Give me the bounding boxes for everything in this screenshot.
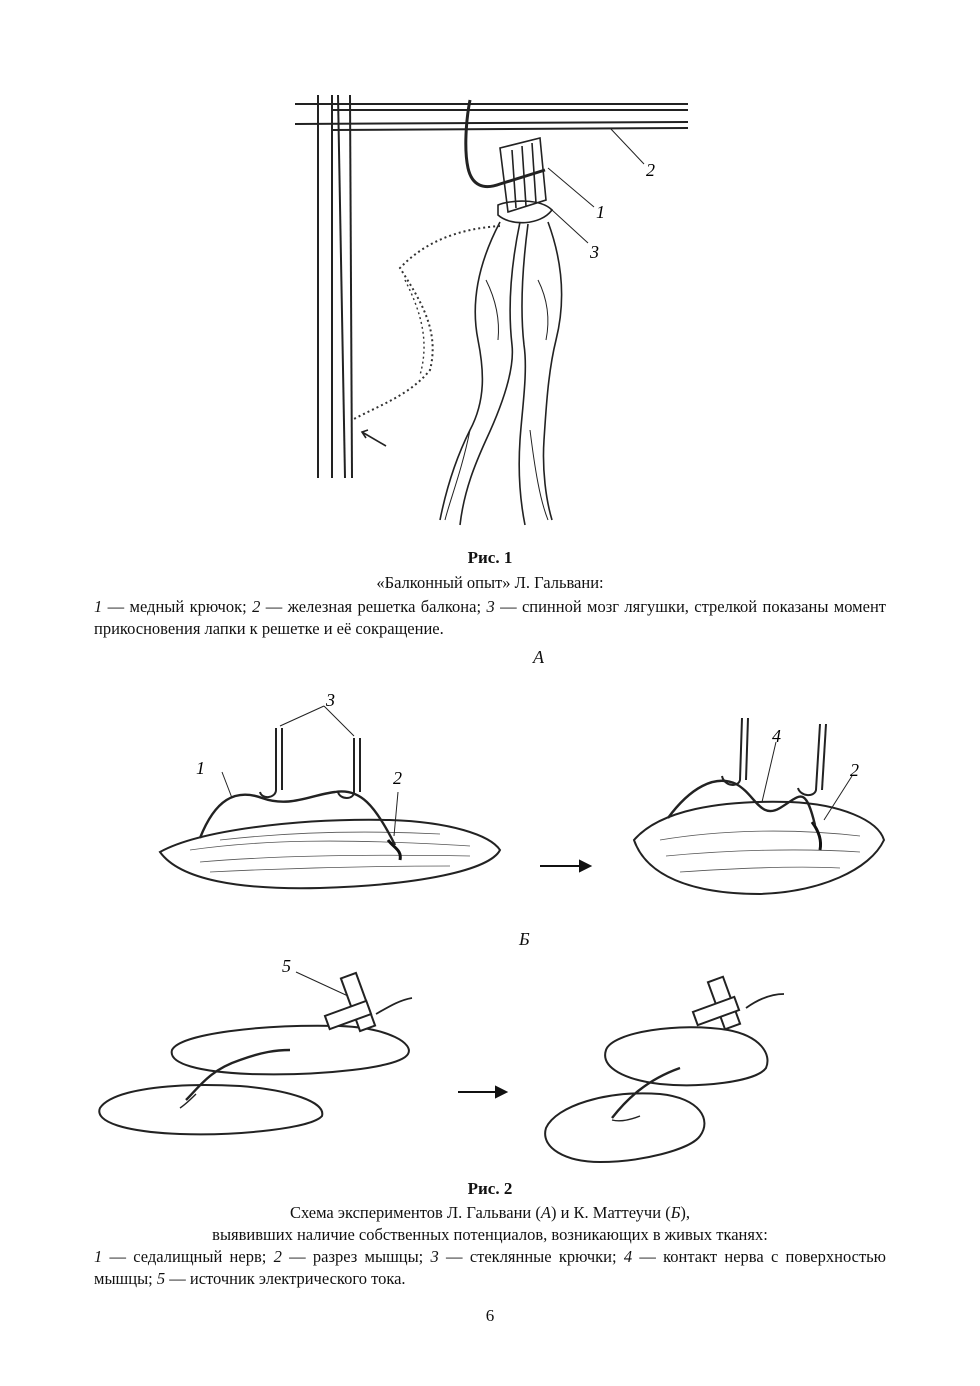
- muscle-upper-left: [172, 1026, 409, 1075]
- copper-hook: [466, 100, 545, 187]
- legend-num: 2: [252, 597, 261, 616]
- legend-num: 5: [156, 1269, 166, 1288]
- legend-num: 1: [94, 1247, 103, 1266]
- muscle-right: [634, 802, 884, 894]
- frog-legs: [440, 222, 562, 525]
- callout-4: 4: [772, 726, 781, 746]
- figure2-caption-line2: выявивших наличие собственных потенциалов, возникающих в живых тканях:: [212, 1225, 768, 1244]
- glass-hooks: [260, 728, 360, 798]
- figure2-panel-a: [0, 680, 980, 930]
- callout-2: 2: [393, 768, 402, 788]
- contraction-arrow: [362, 430, 386, 446]
- callout-3: 3: [590, 242, 599, 262]
- caption-panel-b: Б: [670, 1203, 681, 1222]
- legend-text: — спинной мозг лягушки, стрелкой показаны момент прикосновения лапки к решетке и её сокращение.: [94, 597, 886, 638]
- legend-text: — стеклянные крючки;: [438, 1247, 624, 1266]
- page-number: 6: [485, 1306, 495, 1325]
- muscle-left: [160, 820, 500, 888]
- legend-num: 4: [623, 1247, 633, 1266]
- panel-b-label: Б: [519, 929, 530, 949]
- legend-num: 3: [430, 1247, 439, 1266]
- muscle-upper-right: [605, 1027, 767, 1085]
- panel-a-label: А: [533, 647, 544, 667]
- callout-2: 2: [646, 160, 655, 180]
- caption-text: Схема экспериментов Л. Гальвани (: [289, 1203, 541, 1222]
- figure2-title: Рис. 2: [467, 1179, 513, 1198]
- figure2-caption-line1: [0, 1202, 980, 1224]
- callout-3: 3: [326, 690, 335, 710]
- caption-text: ) и К. Маттеучи (: [550, 1203, 671, 1222]
- legend-num: 2: [273, 1247, 282, 1266]
- figure1-legend: [94, 596, 886, 640]
- figure2-legend: [94, 1246, 886, 1290]
- callout-1: 1: [596, 202, 605, 222]
- caption-panel-a: А: [540, 1203, 551, 1222]
- caption-text: ),: [680, 1203, 691, 1222]
- legend-num: 1: [94, 597, 103, 616]
- legend-text: — медный крючок;: [102, 597, 253, 616]
- legend-text: — седалищный нерв;: [102, 1247, 274, 1266]
- sciatic-nerve: [200, 791, 395, 845]
- transition-arrow: [458, 1087, 506, 1097]
- legend-text: — разрез мышцы;: [281, 1247, 431, 1266]
- current-source: [325, 973, 412, 1031]
- callout-2: 2: [850, 760, 859, 780]
- callout-5: 5: [282, 956, 291, 976]
- legend-num: 3: [486, 597, 495, 616]
- legend-text: — контакт нерва с поверхностью мышцы;: [94, 1247, 887, 1288]
- legend-text: — железная решетка балкона;: [260, 597, 487, 616]
- balcony-railing: [295, 95, 688, 478]
- muscle-lower-left: [99, 1085, 322, 1134]
- figure2-panel-b: [0, 950, 980, 1180]
- frog-spine: [498, 138, 552, 223]
- legend-text: — источник электрического тока.: [165, 1269, 406, 1288]
- figure1-illustration: [0, 0, 980, 540]
- contracted-leg-dotted: [352, 226, 500, 420]
- callout-1: 1: [196, 758, 205, 778]
- transition-arrow: [540, 861, 590, 871]
- figure1-subtitle: «Балконный опыт» Л. Гальвани:: [376, 573, 604, 592]
- figure1-title: Рис. 1: [467, 548, 513, 567]
